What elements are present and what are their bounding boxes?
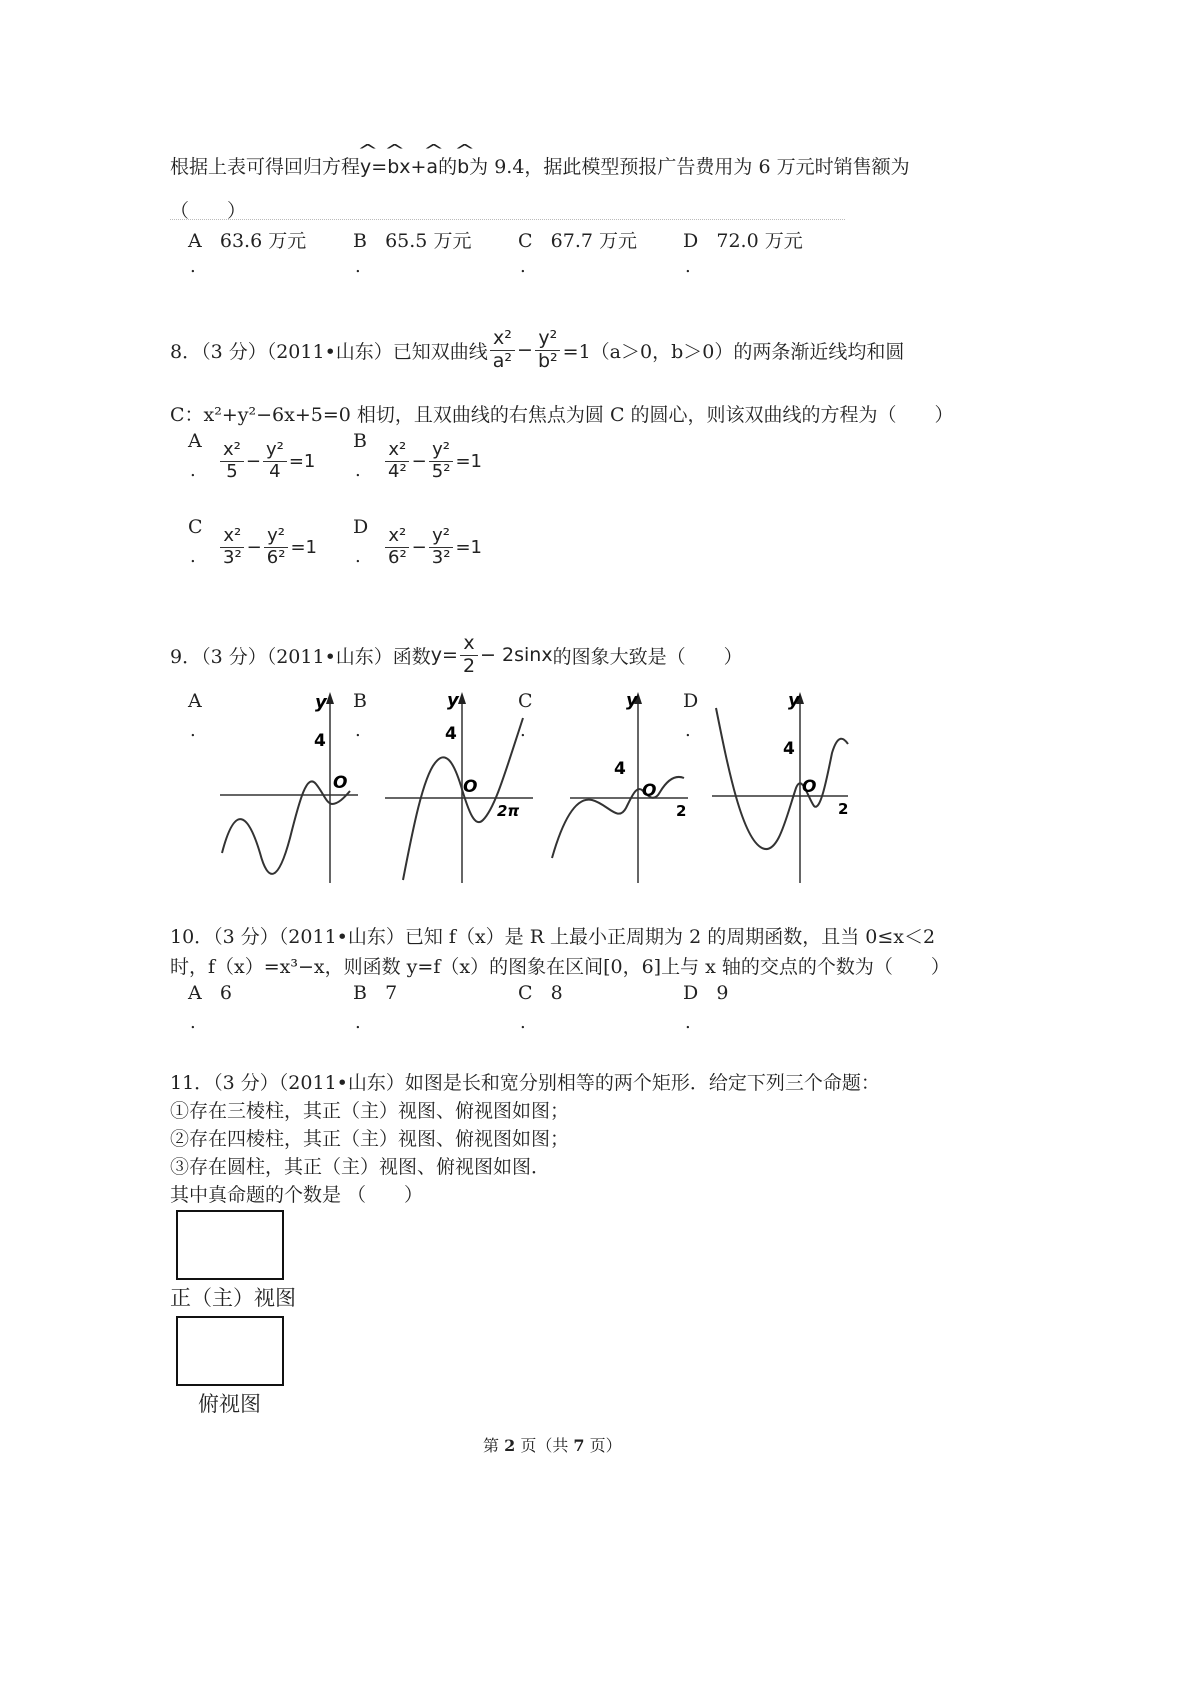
q8-option-a-formula: $\frac{\text{x²}}{5}$ − $\frac{\text{y²}}{4}$ =1 <box>218 440 315 482</box>
option-dot: . <box>355 256 361 277</box>
q10-option-b: B 7 <box>353 982 398 1004</box>
origin-label: O <box>642 781 657 801</box>
x-tick-label: 2 <box>838 800 849 818</box>
q9-graph-b <box>385 688 535 888</box>
q7-eq-b: ^ b <box>387 156 399 178</box>
y-label: y <box>626 690 638 711</box>
q8-option-d-letter: D <box>353 516 369 538</box>
q9-graph-d <box>710 688 850 888</box>
tick-label: 4 <box>783 739 795 759</box>
q9-graph-a <box>210 688 360 888</box>
option-dot: . <box>520 1012 526 1033</box>
option-dot: . <box>685 256 691 277</box>
option-dot: . <box>355 1012 361 1033</box>
q7-option-c: C 67.7 万元 <box>518 230 638 252</box>
q7-eq-y: ^ y <box>360 156 371 178</box>
y-label: y <box>788 690 800 711</box>
q9-graph-c <box>550 688 690 888</box>
q11-line4: ③存在圆柱，其正（主）视图、俯视图如图． <box>170 1156 551 1178</box>
page-footer: 第 2 页（共 7 页） <box>483 1436 622 1455</box>
x-tick-label: 2 <box>676 802 687 820</box>
q8-line2: C：x²+y²−6x+5=0 相切，且双曲线的右焦点为圆 C 的圆心，则该双曲线的方程为（ ） <box>170 404 954 426</box>
q8-option-c-letter: C <box>188 516 203 538</box>
q8-fraction-y: $\frac{\text{y²}}{\text{b²}}$ <box>535 328 561 373</box>
q11-line2: ①存在三棱柱，其正（主）视图、俯视图如图； <box>170 1100 570 1122</box>
y-label: y <box>315 692 327 713</box>
q9-option-b-letter: B <box>353 690 367 712</box>
x-tick-label: 2π <box>497 802 520 820</box>
q8-prefix: 8．（3 分）（2011•山东）已知双曲线 <box>170 340 488 363</box>
q9-fraction: $\frac{x}{2}$ <box>460 633 478 678</box>
option-dot: . <box>190 460 196 481</box>
q9-option-c-letter: C <box>518 690 533 712</box>
q7-stem <box>170 152 910 179</box>
q9-prefix: 9．（3 分）（2011•山东）函数 <box>170 645 431 668</box>
q8-option-a-letter: A <box>188 430 202 452</box>
arrow-icon <box>326 692 334 704</box>
origin-label: O <box>463 777 478 797</box>
q9-rest: − 2sinx <box>480 644 553 666</box>
dotted-divider <box>170 219 845 220</box>
q8-suffix: =1（a＞0，b＞0）的两条渐近线均和圆 <box>562 340 905 363</box>
q11-line3: ②存在四棱柱，其正（主）视图、俯视图如图； <box>170 1128 570 1150</box>
q7-eq-equals: = <box>371 156 388 178</box>
q7-stem-mid: 的 <box>438 156 458 178</box>
option-dot: . <box>190 1012 196 1033</box>
option-dot: . <box>355 460 361 481</box>
option-dot: . <box>355 720 361 741</box>
q11-line5: 其中真命题的个数是 （ ） <box>170 1184 424 1206</box>
option-dot: . <box>190 256 196 277</box>
q8-minus: − <box>517 339 533 361</box>
q8-fraction-x: $\frac{\text{x²}}{\text{a²}}$ <box>490 328 515 373</box>
origin-label: O <box>333 773 348 793</box>
y-label: y <box>447 690 459 711</box>
q8-option-b-formula: $\frac{\text{x²}}{\text{4²}}$ − $\frac{\text{y²}}{\text{5²}}$ =1 <box>383 440 482 482</box>
q9-y-eq: y= <box>430 644 458 666</box>
q7-eq-b2: ^ b <box>457 156 469 178</box>
option-dot: . <box>190 546 196 567</box>
curve <box>716 708 848 849</box>
option-dot: . <box>520 256 526 277</box>
top-view-label: 俯视图 <box>198 1392 261 1416</box>
q8-option-c-formula: $\frac{\text{x²}}{\text{3²}}$ − $\frac{\text{y²}}{\text{6²}}$ =1 <box>218 526 317 568</box>
q10-line2: 时，f（x）=x³−x，则函数 y=f（x）的图象在区间[0，6]上与 x 轴的交点的个数为（ ） <box>170 956 950 978</box>
q9-option-a-letter: A <box>188 690 202 712</box>
q7-option-b: B 65.5 万元 <box>353 230 472 252</box>
q9-suffix: 的图象大致是（ ） <box>552 645 743 668</box>
q10-option-c: C 8 <box>518 982 563 1004</box>
q10-option-a: A 6 <box>188 982 232 1004</box>
option-dot: . <box>685 720 691 741</box>
top-view-rectangle <box>176 1316 284 1386</box>
tick-label: 4 <box>445 724 457 744</box>
curve <box>552 777 687 858</box>
q10-line1: 10．（3 分）（2011•山东）已知 f（x）是 R 上最小正周期为 2 的周期函数，且当 0≤x＜2 <box>170 926 936 948</box>
front-view-rectangle <box>176 1210 284 1280</box>
q8-stem <box>170 320 904 380</box>
option-dot: . <box>190 720 196 741</box>
q9-option-d-letter: D <box>683 690 699 712</box>
q7-stem-after: 为 9.4，据此模型预报广告费用为 6 万元时销售额为 <box>469 156 910 178</box>
curve <box>403 718 523 880</box>
front-view-label: 正（主）视图 <box>170 1286 296 1310</box>
option-dot: . <box>520 720 526 741</box>
q8-option-d-formula: $\frac{\text{x²}}{\text{6²}}$ − $\frac{\text{y²}}{\text{3²}}$ =1 <box>383 526 482 568</box>
q11-line1: 11．（3 分）（2011•山东）如图是长和宽分别相等的两个矩形．给定下列三个命题： <box>170 1072 880 1094</box>
tick-label: 4 <box>314 731 326 751</box>
arrow-icon <box>458 692 466 704</box>
option-dot: . <box>355 546 361 567</box>
q7-stem-before: 根据上表可得回归方程 <box>170 156 361 178</box>
q7-answer-paren: （ ） <box>170 200 247 222</box>
q10-option-d: D 9 <box>683 982 729 1004</box>
q7-eq-a: ^ a <box>426 156 438 178</box>
option-dot: . <box>685 1012 691 1033</box>
page-number: 2 <box>504 1436 516 1455</box>
q9-stem <box>170 630 743 680</box>
q7-option-d: D 72.0 万元 <box>683 230 803 252</box>
q8-option-b-letter: B <box>353 430 367 452</box>
q7-eq-x: x+ <box>399 156 427 178</box>
origin-label: O <box>802 777 817 797</box>
tick-label: 4 <box>614 759 626 779</box>
page-total: 7 <box>573 1436 585 1455</box>
q7-option-a: A 63.6 万元 <box>188 230 307 252</box>
